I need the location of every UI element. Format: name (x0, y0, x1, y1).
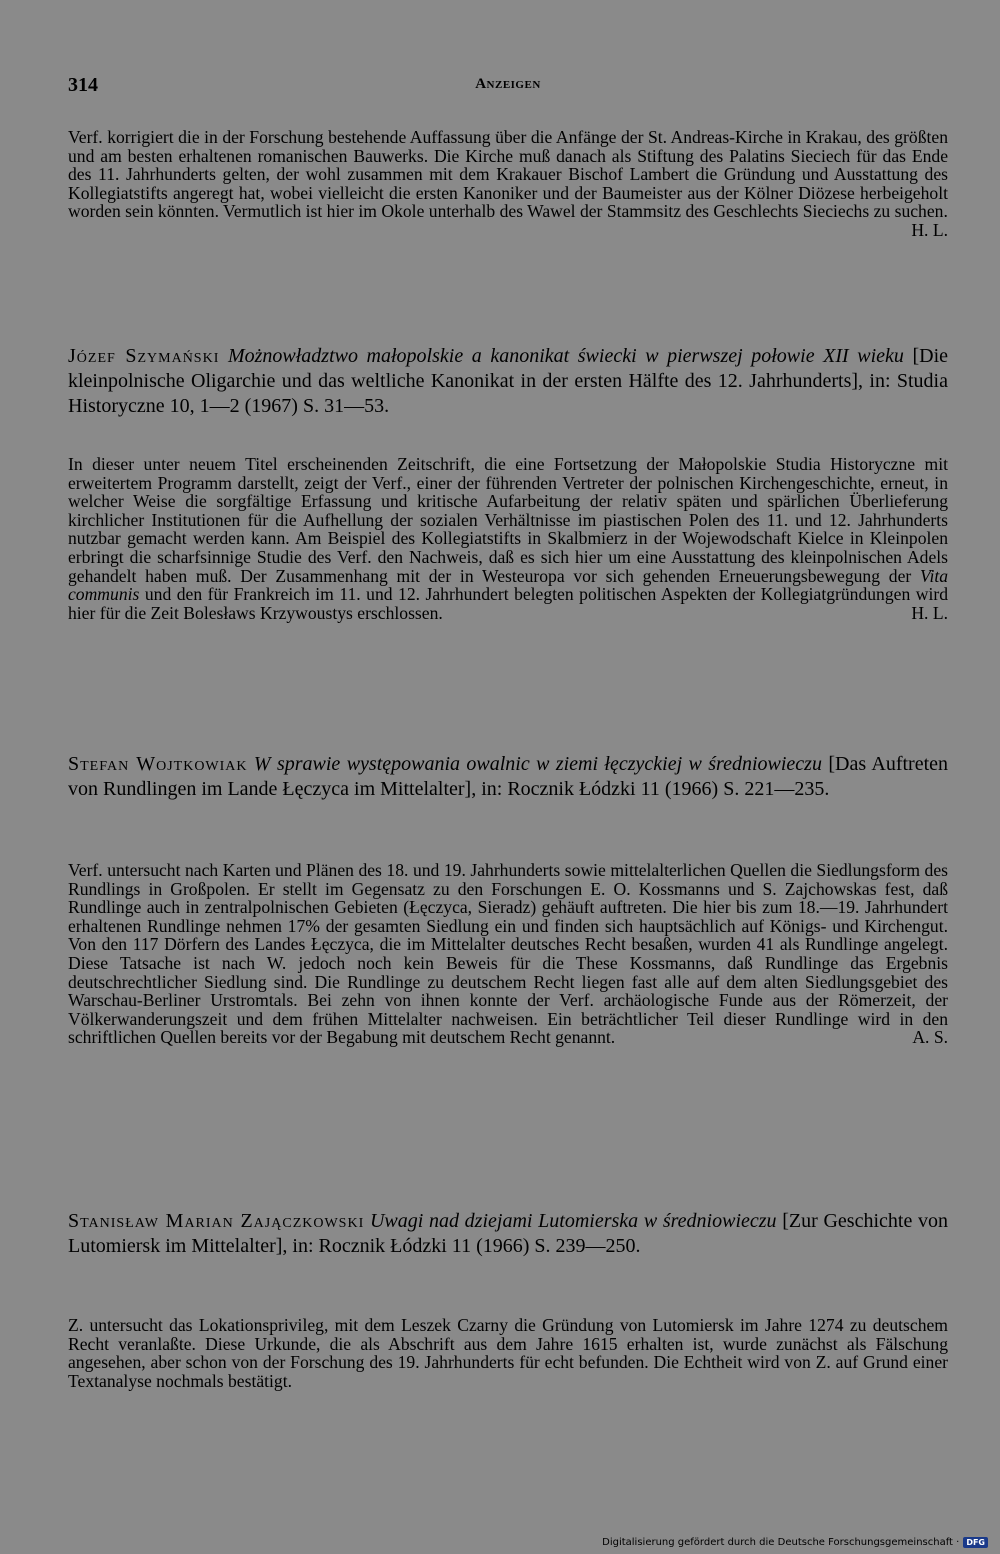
entry-author: Józef Szymański (68, 345, 220, 367)
dfg-logo: DFG (963, 1537, 988, 1548)
entry-author: Stanisław Marian Zajączkowski (68, 1210, 365, 1232)
entry-citation: [Die kleinpolnische Oligarchie und das weltliche Kanonikat in der ersten Hälfte des 12. Jahrhunderts], in: Studia Historyczne 10, 1—2 (1967) S. 31—53. (68, 345, 949, 417)
entry-title: W sprawie występowania owalnic w ziemi łęczyckiej w średniowieczu (253, 753, 822, 775)
review-paragraph (68, 128, 948, 240)
bibliographic-entry (68, 344, 948, 419)
review-text: Verf. korrigiert die in der Forschung bestehende Auffassung über die Anfänge der St. Andreas-Kirche in Krakau, des größten und am besten erhaltenen romanischen Bauwerks. Die Kirche muß danach als Stiftung des Palatins Sieciech für das Ende des 11. Jahrhunderts gelten, der wohl zusammen mit dem Krakauer Bischof Lambert die Gründung und Ausstattung des Kollegiatstifts angeregt hat, wobei vielleicht die ersten Kanoniker und der Baumeister aus der Kölner Diözese herbeigeholt worden sein könnten. Vermutlich ist hier im Okole unterhalb des Wawel der Stammsitz des Geschlechts Sieciechs zu suchen. (68, 127, 948, 222)
entry-citation: [Das Auftreten von Rundlingen im Lande Łęczyca im Mittelalter], in: Rocznik Łódzki 11 (1966) S. 221—235. (68, 753, 949, 800)
bibliographic-entry (68, 1209, 948, 1259)
review-paragraph (68, 455, 948, 622)
reviewer-signature: H. L. (911, 219, 948, 240)
reviewer-signature: A. S. (912, 1027, 948, 1048)
review-italic: Vita communis (68, 565, 949, 605)
entry-citation: [Zur Geschichte von Lutomiersk im Mittelalter], in: Rocznik Łódzki 11 (1966) S. 239—250. (68, 1210, 949, 1257)
reviewer-signature: H. L. (911, 602, 948, 623)
entry-title: Uwagi nad dziejami Lutomierska w średniowieczu (369, 1210, 777, 1232)
entry-title: Możnowładztwo małopolskie a kanonikat świecki w pierwszej połowie XII wieku (227, 345, 904, 367)
bibliographic-entry (68, 752, 948, 802)
credit-text: Digitalisierung gefördert durch die Deutsche Forschungsgemeinschaft · (602, 1537, 960, 1548)
page-header (68, 74, 948, 100)
review-text: Z. untersucht das Lokationsprivileg, mit dem Leszek Czarny die Gründung von Lutomiersk im Jahre 1274 zu deutschem Recht veranlaßte. Diese Urkunde, die als Abschrift aus dem Jahre 1615 erhalten ist, wurde zunächst als Fälschung angesehen, aber schon von der Forschung des 19. Jahrhunderts für echt befunden. Die Echtheit wird von Z. auf Grund einer Textanalyse nochmals bestätigt. (68, 1315, 948, 1391)
review-text-cont: und den für Frankreich im 11. und 12. Jahrhundert belegten politischen Aspekten der Kollegiatgründungen wird hier für die Zeit Bolesławs Krzywoustys erschlossen. (68, 584, 948, 623)
running-head: Anzeigen (475, 76, 541, 92)
digitization-credit (602, 1537, 988, 1548)
review-paragraph (68, 861, 948, 1047)
review-paragraph (68, 1316, 948, 1390)
review-text: In dieser unter neuem Titel erscheinenden Zeitschrift, die eine Fortsetzung der Małopolskie Studia Historyczne mit erweitertem Programm darstellt, zeigt der Verf., einer der führenden Vertreter der polnischen Kirchengeschichte, erneut, in welcher Weise die sorgfältige Erfassung und kritische Aufarbeitung der relativ späten und spärlichen Überlieferung kirchlicher Institutionen für die Aufhellung der sozialen Verhältnisse im piastischen Polen des 11. und 12. Jahrhunderts nutzbar gemacht werden kann. Am Beispiel des Kollegiatstifts in Skalbmierz in der Wojewodschaft Kielce in Kleinpolen erbringt die scharfsinnige Studie des Verf. den Nachweis, daß es sich hier um eine Ausstattung des kleinpolnischen Adels gehandelt haben muß. Der Zusammenhang mit der in Westeuropa vor sich gehenden Erneuerungsbewegung der (68, 454, 948, 586)
review-text: Verf. untersucht nach Karten und Plänen des 18. und 19. Jahrhunderts sowie mittelalterlichen Quellen die Siedlungsform des Rundlings in Großpolen. Er stellt im Gegensatz zu den Forschungen E. O. Kossmanns und S. Zajchowskas fest, daß Rundlinge auch in zentralpolnischen Gebieten (Łęczyca, Sieradz) gehäuft auftreten. Die hier bis zum 18.—19. Jahrhundert erhaltenen Rundlinge nehmen 17% der gesamten Siedlung ein und finden sich hauptsächlich auf Königs- und Kirchengut. Von den 117 Dörfern des Landes Łęczyca, die im Mittelalter deutsches Recht besaßen, wurden 41 als Rundlinge angelegt. Diese Tatsache ist nach W. jedoch noch kein Beweis für die These Kossmanns, daß Rundlinge das Ergebnis deutschrechtlicher Siedlung sind. Die Rundlinge zu deutschem Recht liegen fast alle auf dem alten Siedlungsgebiet des Warschau-Berliner Urstromtals. Bei zehn von ihnen konnte der Verf. archäologische Funde aus der Römerzeit, der Völkerwanderungszeit und dem frühen Mittelalter nachweisen. Ein beträchtlicher Teil dieser Rundlinge wird in den schriftlichen Quellen bereits vor der Begabung mit deutschem Recht genannt. (68, 860, 948, 1048)
page-number: 314 (68, 74, 98, 96)
entry-author: Stefan Wojtkowiak (68, 753, 248, 775)
